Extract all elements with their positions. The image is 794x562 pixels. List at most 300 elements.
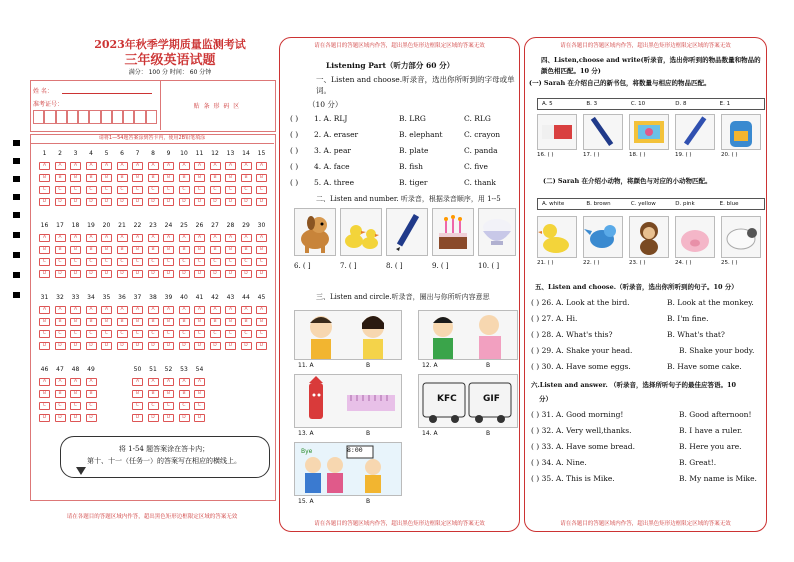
answer-bubble[interactable]: C <box>256 330 267 338</box>
answer-bubble[interactable]: A <box>179 306 190 314</box>
answer-bubble[interactable]: A <box>179 234 190 242</box>
answer-bubble[interactable]: C <box>148 258 159 266</box>
answer-bubble[interactable]: D <box>101 270 112 278</box>
answer-bubble[interactable]: B <box>194 318 205 326</box>
pen-picture <box>675 114 715 150</box>
answer-bubble[interactable]: B <box>148 246 159 254</box>
answer-bubble[interactable]: D <box>148 270 159 278</box>
answer-bubble[interactable]: A <box>163 306 174 314</box>
answer-bubble[interactable]: D <box>241 198 252 206</box>
answer-bubble[interactable]: C <box>101 186 112 194</box>
exam-main-title: 三年级英语试题 <box>124 53 216 68</box>
answer-bubble[interactable]: A <box>70 306 81 314</box>
list-item: ( ) 32. A. Very well,thanks. B. I have a ruler. <box>531 426 743 435</box>
question-number: 28 <box>226 222 235 229</box>
answer-bubble[interactable]: A <box>86 162 97 170</box>
answer-bubble[interactable]: D <box>132 414 143 422</box>
blank[interactable]: 9. ( ] <box>432 262 449 270</box>
question-number: 18 <box>71 222 80 229</box>
answer-bubble[interactable]: D <box>55 198 66 206</box>
schoolbag-picture <box>721 114 761 150</box>
answer-bubble[interactable]: D <box>117 198 128 206</box>
question-number: 30 <box>257 222 266 229</box>
bird-picture <box>583 216 623 258</box>
answer-bubble[interactable]: A <box>210 162 221 170</box>
answer-bubble[interactable]: D <box>241 342 252 350</box>
answer-bubble[interactable]: C <box>55 330 66 338</box>
answer-bubble[interactable]: B <box>148 174 159 182</box>
answer-bubble[interactable]: C <box>39 402 50 410</box>
answer-bubble[interactable]: B <box>132 318 143 326</box>
answer-bubble[interactable]: A <box>241 162 252 170</box>
answer-bubble[interactable]: A <box>70 162 81 170</box>
answer-bubble[interactable]: A <box>117 306 128 314</box>
answer-bubble[interactable]: B <box>179 318 190 326</box>
option-label: 12. A <box>422 362 438 369</box>
question-number: 3 <box>73 150 78 157</box>
question-number: 52 <box>164 366 173 373</box>
warning-footer: 请在各题目的答题区域内作答，超出黑色矩形边框限定区域的答案无效 <box>560 521 731 527</box>
answer-bubble[interactable]: A <box>148 378 159 386</box>
answer-bubble[interactable]: C <box>70 186 81 194</box>
blank[interactable]: 20. ( ) <box>721 152 738 158</box>
pencil-picture <box>583 114 623 150</box>
blank[interactable]: 24. ( ) <box>675 260 692 266</box>
option-label: B <box>366 430 371 437</box>
answer-bubble[interactable]: B <box>210 174 221 182</box>
pen-picture <box>386 208 428 256</box>
answer-bubble[interactable]: A <box>55 306 66 314</box>
answer-bubble[interactable]: B <box>55 390 66 398</box>
answer-bubble[interactable]: D <box>148 414 159 422</box>
question-number: 14 <box>242 150 250 157</box>
answer-bubble[interactable]: B <box>256 246 267 254</box>
answer-bubble[interactable]: B <box>241 318 252 326</box>
answer-bubble[interactable]: A <box>55 234 66 242</box>
answer-bubble[interactable]: C <box>132 402 143 410</box>
blank[interactable]: 7. ( ] <box>340 262 357 270</box>
answer-bubble[interactable]: B <box>86 390 97 398</box>
question-number: 1 <box>42 150 47 157</box>
answer-bubble[interactable]: C <box>55 258 66 266</box>
q4-sub-2: (二) Sarah 在介绍小动物，将颜色与对应的小动物匹配。 <box>543 177 712 185</box>
answer-bubble[interactable]: B <box>70 390 81 398</box>
list-item: ( ) 4. A. face B. fish C. five <box>290 162 488 171</box>
answer-bubble[interactable]: A <box>101 306 112 314</box>
answer-bubble[interactable]: C <box>39 186 50 194</box>
answer-bubble[interactable]: D <box>132 270 143 278</box>
answer-bubble[interactable]: D <box>179 414 190 422</box>
blank[interactable]: 18. ( ) <box>629 152 646 158</box>
answer-bubble[interactable]: D <box>194 414 205 422</box>
q4-sub-1: (一) Sarah 在介绍自己的新书包，将数量与相应的物品匹配。 <box>529 79 711 87</box>
answer-bubble[interactable]: D <box>70 414 81 422</box>
warning-header: 请在各题目的答题区域内作答，超出黑色矩形边框限定区域的答案无效 <box>560 43 731 49</box>
answer-bubble[interactable]: D <box>225 342 236 350</box>
answer-bubble[interactable]: A <box>241 306 252 314</box>
answer-bubble[interactable]: C <box>225 330 236 338</box>
answer-bubble[interactable]: B <box>101 246 112 254</box>
crayon-ruler-picture <box>294 374 402 428</box>
answer-bubble[interactable]: D <box>210 198 221 206</box>
q2-blanks <box>294 262 516 270</box>
answer-bubble[interactable]: D <box>179 198 190 206</box>
answer-bubble[interactable]: B <box>39 318 50 326</box>
answer-bubble[interactable]: D <box>86 342 97 350</box>
answer-bubble[interactable]: D <box>39 270 50 278</box>
blank[interactable]: 22. ( ) <box>583 260 600 266</box>
answer-bubble[interactable]: A <box>70 234 81 242</box>
q3-title: 三、Listen and circle.听录音，圈出与你所听内容意思 <box>316 293 490 301</box>
book-picture <box>629 114 669 150</box>
answer-bubble[interactable]: B <box>179 246 190 254</box>
question-number: 45 <box>257 294 266 301</box>
answer-bubble[interactable]: A <box>179 378 190 386</box>
answer-bubble[interactable]: A <box>148 162 159 170</box>
answer-bubble[interactable]: D <box>163 414 174 422</box>
answer-bubble[interactable]: C <box>39 258 50 266</box>
answer-bubble[interactable]: A <box>163 378 174 386</box>
answer-bubble[interactable]: C <box>179 186 190 194</box>
timing-mark <box>13 158 20 164</box>
answer-bubble[interactable]: D <box>39 414 50 422</box>
answer-bubble[interactable]: D <box>210 270 221 278</box>
question-number: 27 <box>211 222 219 229</box>
answer-bubble[interactable]: B <box>117 246 128 254</box>
answer-bubble[interactable]: A <box>39 306 50 314</box>
answer-bubble[interactable]: D <box>117 270 128 278</box>
blank[interactable]: 19. ( ) <box>675 152 692 158</box>
answer-bubble[interactable]: B <box>210 246 221 254</box>
answer-bubble[interactable]: B <box>70 174 81 182</box>
answer-bubble[interactable]: B <box>55 174 66 182</box>
warning-footer: 请在各题目的答题区域内作答，超出黑色矩形边框限定区域的答案无效 <box>314 521 485 527</box>
answer-bubble[interactable]: A <box>163 162 174 170</box>
answer-bubble[interactable]: C <box>210 258 221 266</box>
answer-bubble[interactable]: C <box>210 186 221 194</box>
answer-bubble[interactable]: D <box>55 342 66 350</box>
option-label: 13. A <box>298 430 314 437</box>
answer-bubble[interactable]: C <box>241 330 252 338</box>
answer-bubble[interactable]: C <box>86 186 97 194</box>
q4-blanks-1 <box>537 152 763 158</box>
answer-bubble[interactable]: C <box>194 258 205 266</box>
answer-bubble[interactable]: D <box>225 198 236 206</box>
answer-bubble[interactable]: D <box>39 342 50 350</box>
answer-bubble[interactable]: A <box>132 378 143 386</box>
answer-bubble[interactable]: D <box>117 342 128 350</box>
answer-bubble[interactable]: D <box>70 198 81 206</box>
answer-bubble[interactable]: C <box>55 402 66 410</box>
answer-bubble[interactable]: D <box>210 342 221 350</box>
question-number: 16 <box>40 222 49 229</box>
answer-bubble[interactable]: B <box>163 318 174 326</box>
question-number: 24 <box>164 222 173 229</box>
answer-bubble[interactable]: B <box>86 246 97 254</box>
answer-bubble[interactable]: B <box>132 246 143 254</box>
answer-bubble[interactable]: C <box>86 330 97 338</box>
ticket-number-boxes[interactable] <box>33 110 157 124</box>
answer-bubble[interactable]: A <box>101 162 112 170</box>
blank[interactable]: 25. ( ) <box>721 260 738 266</box>
answer-bubble[interactable]: D <box>163 270 174 278</box>
answer-bubble[interactable]: C <box>132 330 143 338</box>
answer-bubble[interactable]: A <box>117 234 128 242</box>
answer-bubble[interactable]: A <box>132 234 143 242</box>
question-number: 4 <box>89 150 93 157</box>
answer-bubble[interactable]: C <box>132 186 143 194</box>
answer-bubble[interactable]: C <box>117 186 128 194</box>
answer-bubble[interactable]: A <box>241 234 252 242</box>
answer-bubble[interactable]: C <box>86 258 97 266</box>
answer-bubble[interactable]: A <box>132 162 143 170</box>
blank[interactable]: 16. ( ) <box>537 152 554 158</box>
answer-bubble[interactable]: D <box>163 198 174 206</box>
answer-bubble[interactable]: B <box>179 390 190 398</box>
question-number: 15 <box>257 150 266 157</box>
q6-title: 六.Listen and answer. （听录音，选择所听句子的最佳应答语。10 <box>531 381 737 389</box>
children-picture-12 <box>418 310 518 360</box>
answer-bubble[interactable]: B <box>225 318 236 326</box>
list-item: ( ) 26. A. Look at the bird. B. Look at the monkey. <box>531 298 754 307</box>
answer-bubble[interactable]: B <box>225 246 236 254</box>
answer-bubble[interactable]: A <box>39 162 50 170</box>
answer-bubble[interactable]: C <box>86 402 97 410</box>
answer-bubble[interactable]: C <box>148 402 159 410</box>
answer-bubble[interactable]: C <box>194 330 205 338</box>
answer-bubble[interactable]: B <box>39 390 50 398</box>
answer-bubble[interactable]: C <box>210 330 221 338</box>
answer-bubble[interactable]: D <box>225 270 236 278</box>
answer-bubble[interactable]: A <box>194 234 205 242</box>
answer-bubble[interactable]: A <box>148 234 159 242</box>
answer-bubble[interactable]: B <box>256 174 267 182</box>
answer-bubble[interactable]: A <box>55 162 66 170</box>
answer-bubble[interactable]: A <box>86 378 97 386</box>
answer-bubble[interactable]: B <box>241 246 252 254</box>
option-label: B <box>366 362 371 369</box>
answer-bubble[interactable]: B <box>101 174 112 182</box>
answer-bubble[interactable]: A <box>39 378 50 386</box>
answer-bubble[interactable]: C <box>148 186 159 194</box>
answer-bubble[interactable]: C <box>256 258 267 266</box>
answer-bubble[interactable]: B <box>179 174 190 182</box>
answer-bubble[interactable]: A <box>179 162 190 170</box>
answer-bubble[interactable]: B <box>70 318 81 326</box>
answer-bubble[interactable]: D <box>70 342 81 350</box>
answer-bubble[interactable]: C <box>241 186 252 194</box>
answer-bubble[interactable]: A <box>163 234 174 242</box>
quantity-options: A. 5 B. 3 C. 10 D. 8 E. 1 <box>537 98 765 110</box>
answer-bubble[interactable]: B <box>39 174 50 182</box>
question-number: 35 <box>102 294 111 301</box>
answer-bubble[interactable]: D <box>256 198 267 206</box>
answer-bubble[interactable]: A <box>194 306 205 314</box>
answer-bubble[interactable]: B <box>55 246 66 254</box>
answer-bubble[interactable]: D <box>86 198 97 206</box>
question-number: 50 <box>133 366 142 373</box>
ticket-label: 准考证号： <box>33 101 64 108</box>
answer-bubble[interactable]: B <box>55 318 66 326</box>
timing-mark <box>13 252 20 258</box>
question-number: 49 <box>87 366 95 373</box>
answer-bubble[interactable]: B <box>148 318 159 326</box>
answer-bubble[interactable]: C <box>241 258 252 266</box>
answer-bubble[interactable]: B <box>241 174 252 182</box>
name-field[interactable] <box>62 93 152 94</box>
answer-bubble[interactable]: C <box>179 330 190 338</box>
question-number: 19 <box>87 222 95 229</box>
answer-bubble[interactable]: C <box>163 186 174 194</box>
answer-bubble[interactable]: D <box>132 198 143 206</box>
answer-bubble[interactable]: A <box>132 306 143 314</box>
answer-bubble[interactable]: B <box>163 390 174 398</box>
q1-score: （10 分） <box>308 100 343 109</box>
answer-bubble[interactable]: B <box>132 174 143 182</box>
answer-bubble[interactable]: B <box>194 390 205 398</box>
answer-bubble[interactable]: B <box>132 390 143 398</box>
answer-bubble[interactable]: D <box>194 270 205 278</box>
answer-bubble[interactable]: B <box>86 174 97 182</box>
answer-bubble[interactable]: B <box>256 318 267 326</box>
answer-bubble[interactable]: A <box>225 162 236 170</box>
question-number: 33 <box>71 294 80 301</box>
answer-bubble[interactable]: B <box>225 174 236 182</box>
answer-bubble[interactable]: D <box>86 270 97 278</box>
answer-bubble[interactable]: B <box>117 318 128 326</box>
question-number: 38 <box>149 294 157 301</box>
answer-bubble[interactable]: D <box>194 198 205 206</box>
list-item: ( ) 27. A. Hi. B. I'm fine. <box>531 314 709 323</box>
blank[interactable]: 8. ( ] <box>386 262 403 270</box>
timing-mark <box>13 194 20 200</box>
answer-bubble[interactable]: C <box>163 402 174 410</box>
q4-blanks-2 <box>537 260 763 266</box>
answer-bubble[interactable]: D <box>101 198 112 206</box>
answer-bubble[interactable]: C <box>117 330 128 338</box>
answer-bubble[interactable]: D <box>241 270 252 278</box>
answer-bubble[interactable]: C <box>101 258 112 266</box>
color-options: A. white B. brown C. yellow D. pink E. blue <box>537 198 765 210</box>
question-number: 5 <box>104 150 109 157</box>
answer-bubble[interactable]: A <box>256 306 267 314</box>
answer-bubble[interactable]: C <box>70 330 81 338</box>
answer-bubble[interactable]: D <box>55 414 66 422</box>
answer-bubble[interactable]: A <box>256 234 267 242</box>
answer-bubble[interactable]: B <box>148 390 159 398</box>
listening-part-title: Listening Part（听力部分 60 分） <box>326 61 455 70</box>
answer-bubble[interactable]: D <box>39 198 50 206</box>
answer-bubble[interactable]: B <box>70 246 81 254</box>
answer-bubble[interactable]: B <box>39 246 50 254</box>
answer-bubble[interactable]: A <box>194 378 205 386</box>
answer-bubble[interactable]: A <box>225 234 236 242</box>
blank[interactable]: 17. ( ) <box>583 152 600 158</box>
answer-bubble[interactable]: A <box>210 306 221 314</box>
answer-bubble[interactable]: B <box>163 246 174 254</box>
answer-bubble[interactable]: D <box>132 342 143 350</box>
answer-bubble[interactable]: D <box>148 198 159 206</box>
list-item: ( ) 34. A. Nine. B. Great!. <box>531 458 717 467</box>
answer-bubble[interactable]: A <box>117 162 128 170</box>
answer-bubble[interactable]: C <box>101 330 112 338</box>
answer-bubble[interactable]: A <box>148 306 159 314</box>
answer-bubble[interactable]: D <box>86 414 97 422</box>
answer-bubble[interactable]: B <box>163 174 174 182</box>
answer-bubble[interactable]: D <box>148 342 159 350</box>
answer-bubble[interactable]: A <box>225 306 236 314</box>
answer-bubble[interactable]: C <box>39 330 50 338</box>
answer-bubble[interactable]: C <box>225 258 236 266</box>
list-item: ( ) 31. A. Good morning! B. Good afternoon! <box>531 410 752 419</box>
option-label: 15. A <box>298 498 314 505</box>
answer-bubble[interactable]: C <box>132 258 143 266</box>
answer-bubble[interactable]: A <box>86 306 97 314</box>
answer-bubble[interactable]: C <box>70 258 81 266</box>
answer-bubble[interactable]: C <box>163 258 174 266</box>
answer-bubble[interactable]: B <box>86 318 97 326</box>
answer-bubble[interactable]: B <box>194 174 205 182</box>
answer-bubble[interactable]: A <box>256 162 267 170</box>
answer-bubble[interactable]: D <box>179 342 190 350</box>
answer-bubble[interactable]: C <box>70 402 81 410</box>
answer-bubble[interactable]: D <box>101 342 112 350</box>
answer-bubble[interactable]: D <box>55 270 66 278</box>
answer-bubble[interactable]: C <box>163 330 174 338</box>
answer-bubble[interactable]: B <box>210 318 221 326</box>
answer-bubble[interactable]: A <box>70 378 81 386</box>
answer-bubble[interactable]: D <box>256 270 267 278</box>
listening-panel <box>279 37 520 532</box>
answer-bubble[interactable]: C <box>225 186 236 194</box>
answer-bubble[interactable]: C <box>179 402 190 410</box>
bus-picture <box>418 374 518 428</box>
question-number: 34 <box>87 294 95 301</box>
answer-bubble[interactable]: D <box>70 270 81 278</box>
blank[interactable]: 6. ( ] <box>294 262 311 270</box>
answer-bubble[interactable]: C <box>256 186 267 194</box>
answer-bubble[interactable]: D <box>256 342 267 350</box>
answer-bubble[interactable]: C <box>179 258 190 266</box>
question-number: 7 <box>135 150 140 157</box>
answer-bubble[interactable]: A <box>86 234 97 242</box>
answer-bubble[interactable]: D <box>179 270 190 278</box>
answer-bubble[interactable]: A <box>194 162 205 170</box>
answer-bubble[interactable]: A <box>39 234 50 242</box>
q5-title: 五、Listen and choose.（听录音，选出你所听到的句子。10 分） <box>535 283 738 291</box>
blank[interactable]: 23. ( ) <box>629 260 646 266</box>
answer-bubble[interactable]: D <box>163 342 174 350</box>
answer-bubble[interactable]: C <box>148 330 159 338</box>
answer-bubble[interactable]: A <box>210 234 221 242</box>
blank[interactable]: 21. ( ) <box>537 260 554 266</box>
answer-bubble[interactable]: B <box>117 174 128 182</box>
timing-mark <box>13 292 20 298</box>
answer-bubble[interactable]: C <box>194 186 205 194</box>
blank[interactable]: 10. ( ] <box>478 262 500 270</box>
answer-bubble[interactable]: C <box>55 186 66 194</box>
answer-bubble[interactable]: D <box>194 342 205 350</box>
answer-bubble[interactable]: A <box>101 234 112 242</box>
answer-bubble[interactable]: A <box>55 378 66 386</box>
answer-bubble[interactable]: B <box>194 246 205 254</box>
question-number: 11 <box>195 150 204 157</box>
option-label: B <box>366 498 371 505</box>
clock-text: 8:00 <box>347 446 363 454</box>
answer-bubble[interactable]: C <box>117 258 128 266</box>
answer-bubble[interactable]: C <box>194 402 205 410</box>
answer-bubble[interactable]: B <box>101 318 112 326</box>
